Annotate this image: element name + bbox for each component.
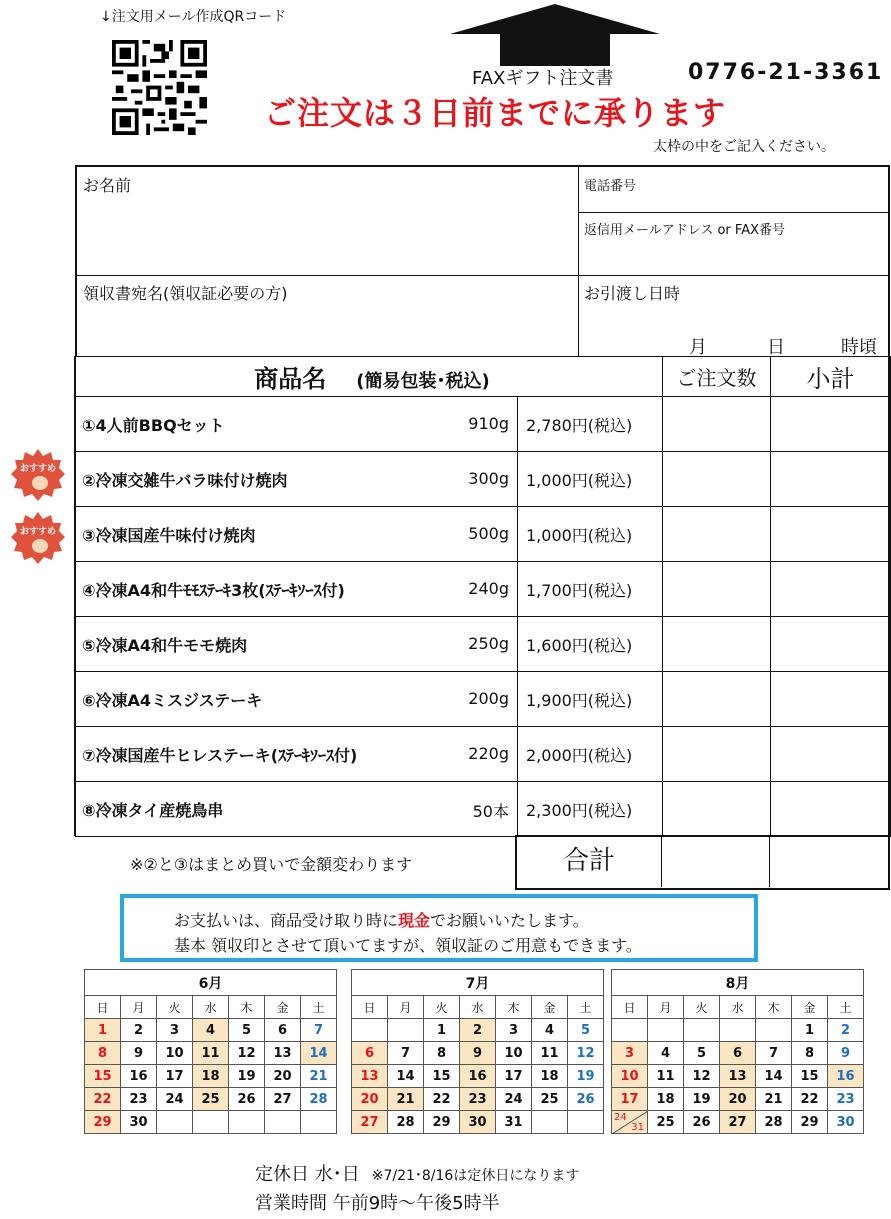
calendar-day: 17 — [157, 1065, 193, 1088]
calendar-day — [301, 1111, 337, 1134]
subtotal-cell[interactable] — [771, 452, 891, 507]
weekday-label: 金 — [532, 996, 568, 1019]
calendar-day: 14 — [301, 1042, 337, 1065]
phone-label: 電話番号 — [584, 179, 637, 194]
cash-label: 現金 — [398, 911, 431, 930]
calendar-day: 25 — [532, 1088, 568, 1111]
weekday-label: 木 — [756, 996, 792, 1019]
calendar-day — [684, 1019, 720, 1042]
calendar-day: 5 — [684, 1042, 720, 1065]
calendar-day: 2 — [121, 1019, 157, 1042]
calendar-month: 8月 — [612, 970, 864, 996]
calendar-month: 7月 — [352, 970, 604, 996]
calendar-day: 6 — [265, 1019, 301, 1042]
calendar-day: 28 — [301, 1088, 337, 1111]
calendar-day: 30 — [460, 1111, 496, 1134]
deadline-notice: ご注文は３日前までに承ります — [264, 94, 727, 132]
calendar-day: 2 — [460, 1019, 496, 1042]
calendar-day: 9 — [828, 1042, 864, 1065]
weekday-label: 日 — [352, 996, 388, 1019]
calendar-day: 10 — [612, 1065, 648, 1088]
quantity-cell[interactable] — [663, 727, 771, 782]
calendar-day: 24 — [496, 1088, 532, 1111]
calendar-day: 6 — [352, 1042, 388, 1065]
calendar-day: 2 — [828, 1019, 864, 1042]
calendar-day: 12 — [568, 1042, 604, 1065]
calendar-day: 21 — [388, 1088, 424, 1111]
weekday-label: 火 — [424, 996, 460, 1019]
calendar-day: 4 — [532, 1019, 568, 1042]
subtotal-cell[interactable] — [771, 562, 891, 617]
product-name-header: 商品名 (簡易包装･税込) — [76, 357, 663, 397]
badge-text: おすすめ — [19, 527, 57, 537]
quantity-cell[interactable] — [663, 672, 771, 727]
calendar-day: 16 — [121, 1065, 157, 1088]
day-label: 日 — [767, 337, 785, 358]
calendar-day: 27 — [720, 1111, 756, 1134]
calendar-day: 20 — [265, 1065, 301, 1088]
calendar-month: 6月 — [85, 970, 337, 996]
product-row: ⑦冷凍国産牛ヒレステーキ(ｽﾃｰｷｿｰｽ付) 220g 2,000円(税込) — [76, 727, 891, 782]
calendar-day: 17 — [496, 1065, 532, 1088]
calendar-day: 5 — [229, 1019, 265, 1042]
weekday-label: 土 — [568, 996, 604, 1019]
calendar-day: 20 — [352, 1088, 388, 1111]
payment-note: お支払いは、商品受け取り時に現金でお願いいたします。 基本 領収印とさせて頂いてますが、領収証のご用意もできます。 — [120, 894, 758, 962]
calendar-day: 12 — [684, 1065, 720, 1088]
calendar-day: 11 — [193, 1042, 229, 1065]
calendar-day — [532, 1111, 568, 1134]
calendar-day: 22 — [85, 1088, 121, 1111]
weekday-label: 金 — [265, 996, 301, 1019]
calendar-day: 1 — [424, 1019, 460, 1042]
calendar-day: 1 — [792, 1019, 828, 1042]
business-hours: 営業時間 午前9時～午後5時半 — [255, 1193, 500, 1214]
calendar-day: 30 — [828, 1111, 864, 1134]
weekday-label: 木 — [229, 996, 265, 1019]
calendar-day: 1 — [85, 1019, 121, 1042]
calendar-day: 15 — [792, 1065, 828, 1088]
total-label: 合計 — [517, 836, 662, 887]
product-row: ①4人前BBQセット 910g 2,780円(税込) — [76, 397, 891, 452]
time-label: 時頃 — [841, 337, 877, 358]
calendar-day: 17 — [612, 1088, 648, 1111]
calendar-day: 3 — [612, 1042, 648, 1065]
quantity-cell[interactable] — [663, 507, 771, 562]
calendar-day — [229, 1111, 265, 1134]
calendar-day: 10 — [496, 1042, 532, 1065]
quantity-cell[interactable] — [663, 397, 771, 452]
quantity-cell[interactable] — [663, 782, 771, 837]
fax-order-title: FAXギフト注文書 — [472, 68, 614, 89]
subtotal-cell[interactable] — [771, 507, 891, 562]
recommend-badge-icon — [10, 510, 66, 566]
weekday-label: 土 — [301, 996, 337, 1019]
calendar-day — [265, 1111, 301, 1134]
calendar-day: 22 — [424, 1088, 460, 1111]
calendar-day: 13 — [352, 1065, 388, 1088]
calendar-day: 3 — [157, 1019, 193, 1042]
product-row: ⑤冷凍A4和牛モモ焼肉 250g 1,600円(税込) — [76, 617, 891, 672]
calendar-day: 18 — [193, 1065, 229, 1088]
calendar-day: 24 — [157, 1088, 193, 1111]
subtotal-cell[interactable] — [771, 672, 891, 727]
calendar-day: 26 — [568, 1088, 604, 1111]
calendar-day: 15 — [424, 1065, 460, 1088]
reply-label: 返信用メールアドレス or FAX番号 — [584, 223, 785, 238]
calendar-day: 11 — [648, 1065, 684, 1088]
subtotal-cell[interactable] — [771, 397, 891, 452]
calendar-day: 19 — [568, 1065, 604, 1088]
calendar-day: 30 — [121, 1111, 157, 1134]
calendar-day: 28 — [388, 1111, 424, 1134]
calendar-day: 18 — [648, 1088, 684, 1111]
calendar-day: 26 — [229, 1088, 265, 1111]
calendar-day — [648, 1019, 684, 1042]
calendar-day: 16 — [828, 1065, 864, 1088]
calendar-day: 12 — [229, 1042, 265, 1065]
calendar-day: 26 — [684, 1111, 720, 1134]
calendar-day: 27 — [352, 1111, 388, 1134]
product-row: ④冷凍A4和牛ﾓﾓｽﾃｰｷ3枚(ｽﾃｰｷｿｰｽ付) 240g 1,700円(税込) — [76, 562, 891, 617]
calendar-day: 28 — [756, 1111, 792, 1134]
product-row: ⑧冷凍タイ産焼鳥串 50本 2,300円(税込) — [76, 782, 891, 837]
calendar-day: 27 — [265, 1088, 301, 1111]
quantity-cell[interactable] — [663, 617, 771, 672]
fill-instruction: 太枠の中をご記入ください。 — [653, 139, 835, 155]
calendar-day: 8 — [792, 1042, 828, 1065]
customer-form — [75, 165, 890, 357]
calendar-day: 18 — [532, 1065, 568, 1088]
calendar-day: 14 — [388, 1065, 424, 1088]
receipt-label: 領収書宛名(領収証必要の方) — [83, 284, 288, 303]
calendar-day: 14 — [756, 1065, 792, 1088]
calendar-day: 15 — [85, 1065, 121, 1088]
calendar-day: 21 — [301, 1065, 337, 1088]
calendar-day: 22 — [792, 1088, 828, 1111]
subtotal-header: 小計 — [771, 357, 891, 397]
subtotal-cell[interactable] — [771, 617, 891, 672]
calendar-day — [568, 1111, 604, 1134]
calendar-day: 29 — [424, 1111, 460, 1134]
product-table — [75, 356, 891, 837]
calendar-day: 13 — [720, 1065, 756, 1088]
calendar-day: 16 — [460, 1065, 496, 1088]
calendar-day: 20 — [720, 1088, 756, 1111]
calendar-day: 21 — [756, 1088, 792, 1111]
subtotal-cell[interactable] — [771, 727, 891, 782]
month-label: 月 — [689, 337, 707, 358]
calendar-day: 10 — [157, 1042, 193, 1065]
calendar-day: 31 — [496, 1111, 532, 1134]
calendar-day: 11 — [532, 1042, 568, 1065]
calendar-day — [612, 1019, 648, 1042]
calendar-day: 19 — [684, 1088, 720, 1111]
calendar-day: 9 — [460, 1042, 496, 1065]
calendar-day: 29 — [85, 1111, 121, 1134]
qr-code[interactable] — [112, 40, 207, 135]
product-row: ⑥冷凍A4ミスジステーキ 200g 1,900円(税込) — [76, 672, 891, 727]
weekday-label: 日 — [85, 996, 121, 1019]
calendar-day: 8 — [424, 1042, 460, 1065]
calendar-day: 13 — [265, 1042, 301, 1065]
calendar-day: 3 — [496, 1019, 532, 1042]
calendar-day: 23 — [121, 1088, 157, 1111]
badge-text: おすすめ — [19, 464, 57, 474]
calendar-1 — [84, 969, 337, 1134]
quantity-cell[interactable] — [663, 562, 771, 617]
calendar-day: 19 — [229, 1065, 265, 1088]
weekday-label: 木 — [496, 996, 532, 1019]
calendar-day — [157, 1111, 193, 1134]
name-label: お名前 — [83, 176, 132, 195]
recommend-badge-icon — [10, 447, 66, 503]
weekday-label: 土 — [828, 996, 864, 1019]
calendar-day — [756, 1019, 792, 1042]
calendar-day: 7 — [388, 1042, 424, 1065]
calendar-day: 9 — [121, 1042, 157, 1065]
calendar-3 — [611, 969, 864, 1134]
weekday-label: 水 — [193, 996, 229, 1019]
calendar-day: 25 — [648, 1111, 684, 1134]
weekday-label: 金 — [792, 996, 828, 1019]
weekday-label: 月 — [648, 996, 684, 1019]
quantity-cell[interactable] — [663, 452, 771, 507]
calendar-day: 29 — [792, 1111, 828, 1134]
calendar-day: 8 — [85, 1042, 121, 1065]
fax-number: 0776-21-3361 — [688, 60, 884, 85]
weekday-label: 月 — [388, 996, 424, 1019]
calendar-2 — [351, 969, 604, 1134]
calendar-day: 4 — [193, 1019, 229, 1042]
calendar-day: 23 — [828, 1088, 864, 1111]
product-row: ③冷凍国産牛味付け焼肉 500g 1,000円(税込) — [76, 507, 891, 562]
weekday-label: 火 — [157, 996, 193, 1019]
calendar-day: 7 — [301, 1019, 337, 1042]
calendar-day — [352, 1019, 388, 1042]
bulk-note: ※②と③はまとめ買いで金額変わります — [130, 855, 413, 874]
calendar-day: 25 — [193, 1088, 229, 1111]
total-row — [515, 835, 890, 890]
closed-days: 定休日 水･日 ※7/21･8/16は定休日になります — [255, 1164, 580, 1185]
weekday-label: 水 — [720, 996, 756, 1019]
delivery-label: お引渡し日時 — [584, 284, 681, 303]
total-quantity-cell[interactable] — [662, 836, 770, 887]
subtotal-cell[interactable] — [771, 782, 891, 837]
quantity-header: ご注文数 — [663, 357, 771, 397]
weekday-label: 火 — [684, 996, 720, 1019]
calendar-day: 4 — [648, 1042, 684, 1065]
calendar-day: 6 — [720, 1042, 756, 1065]
weekday-label: 日 — [612, 996, 648, 1019]
calendar-day: 23 — [460, 1088, 496, 1111]
weekday-label: 月 — [121, 996, 157, 1019]
calendar-day — [720, 1019, 756, 1042]
weekday-label: 水 — [460, 996, 496, 1019]
up-arrow-icon — [450, 4, 660, 66]
product-row: ②冷凍交雑牛バラ味付け焼肉 300g 1,000円(税込) — [76, 452, 891, 507]
calendar-day: 5 — [568, 1019, 604, 1042]
qr-note: ↓注文用メール作成QRコード — [100, 9, 287, 25]
calendar-day: 24 31 — [612, 1111, 648, 1134]
calendar-day: 7 — [756, 1042, 792, 1065]
calendar-day — [193, 1111, 229, 1134]
calendar-day — [388, 1019, 424, 1042]
